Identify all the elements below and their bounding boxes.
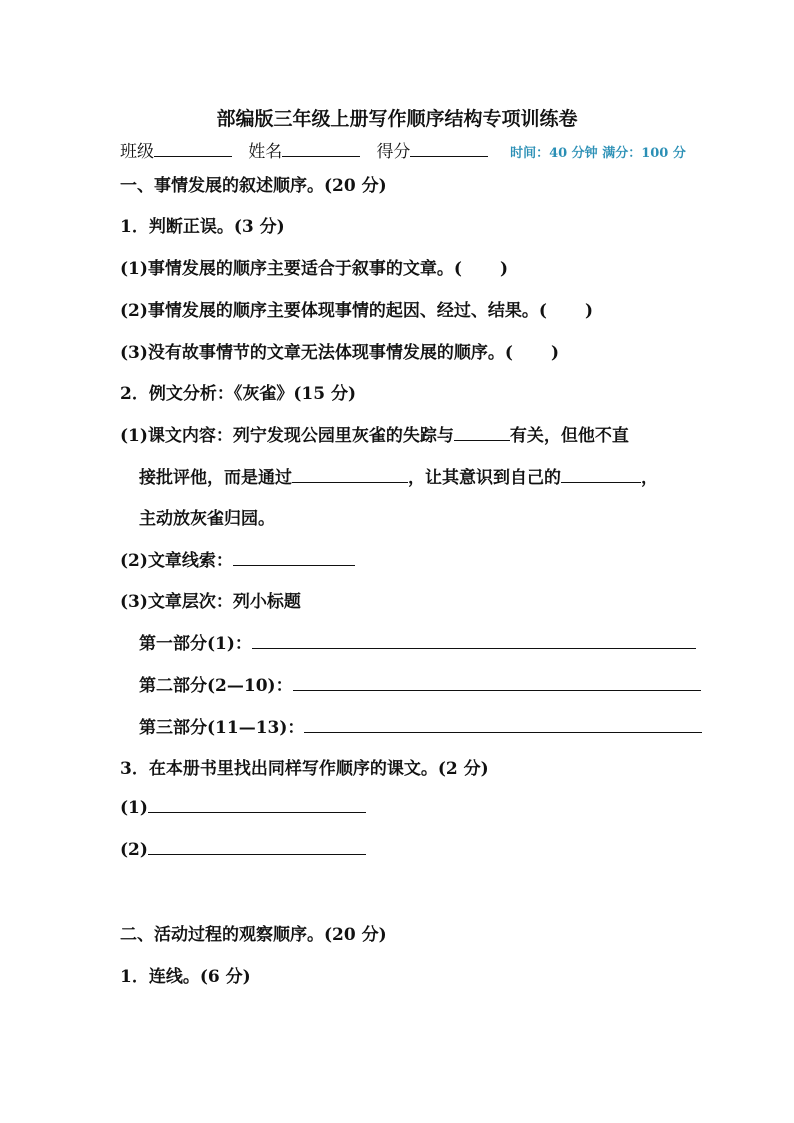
q2-label: 2．例文分析：《灰雀》(15 分) xyxy=(120,384,356,404)
part-3-row: 第三部分(11—13)： xyxy=(139,713,702,738)
name-field[interactable] xyxy=(282,140,360,157)
q2-p2: (2)文章线索： xyxy=(120,546,355,571)
fill-blank[interactable] xyxy=(292,466,408,483)
class-field[interactable] xyxy=(154,140,232,157)
score-label: 得分 xyxy=(376,142,411,162)
q1-item-3: (3)没有故事情节的文章无法体现事情发展的顺序。( ) xyxy=(120,343,560,363)
s2-q1-label: 1．连线。(6 分) xyxy=(120,967,251,987)
q3-item-1: (1) xyxy=(120,796,366,818)
q3-item-2: (2) xyxy=(120,838,366,860)
fill-blank[interactable] xyxy=(233,549,355,566)
name-label: 姓名 xyxy=(248,142,283,162)
section1-heading: 一、事情发展的叙述顺序。(20 分) xyxy=(120,176,387,196)
page-title: 部编版三年级上册写作顺序结构专项训练卷 xyxy=(216,108,578,130)
q2-p1-line3: 主动放灰雀归园。 xyxy=(139,509,275,529)
fill-blank[interactable] xyxy=(148,838,366,855)
q2-p1-line1: (1)课文内容：列宁发现公园里灰雀的失踪与 有关，但他不直 xyxy=(120,426,629,446)
q1-item-2: (2)事情发展的顺序主要体现事情的起因、经过、结果。( ) xyxy=(120,301,594,321)
fill-blank[interactable] xyxy=(561,466,641,483)
fill-blank[interactable] xyxy=(293,674,701,691)
part-2-row: 第二部分(2—10)： xyxy=(139,671,701,696)
q1-item-1: (1)事情发展的顺序主要适合于叙事的文章。( ) xyxy=(120,259,509,279)
q2-p3: (3)文章层次：列小标题 xyxy=(120,592,301,612)
class-label: 班级 xyxy=(120,142,154,162)
q1-label: 1．判断正误。(3 分) xyxy=(120,217,285,237)
fill-blank[interactable] xyxy=(148,796,366,813)
q3-label: 3．在本册书里找出同样写作顺序的课文。(2 分) xyxy=(120,759,489,779)
fill-blank[interactable] xyxy=(252,632,696,649)
part-1-row: 第一部分(1)： xyxy=(139,629,696,654)
score-field[interactable] xyxy=(410,140,488,157)
time-score-info: 时间：40 分钟 满分：100 分 xyxy=(510,146,686,161)
q2-p1-line2: 接批评他，而是通过 ，让其意识到自己的 ， xyxy=(139,468,658,488)
fill-blank[interactable] xyxy=(304,716,702,733)
student-info-row xyxy=(120,137,686,162)
section2-heading: 二、活动过程的观察顺序。(20 分) xyxy=(120,925,387,945)
fill-blank[interactable] xyxy=(454,424,510,441)
